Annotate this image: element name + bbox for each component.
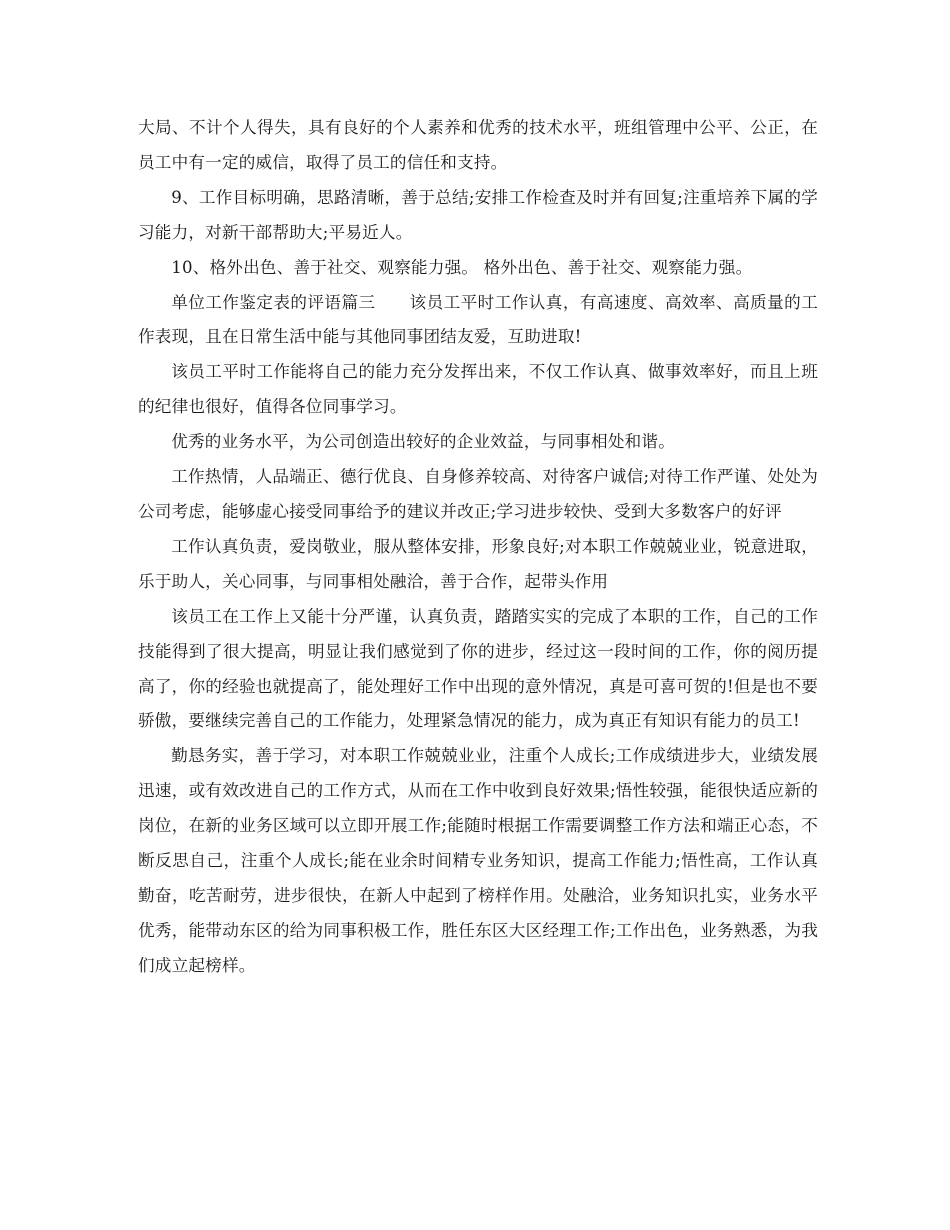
paragraph: 工作认真负责，爱岗敬业，服从整体安排，形象良好;对本职工作兢兢业业，锐意进取，乐于助人，关心同事，与同事相处融洽，善于合作，起带头作用	[138, 536, 818, 591]
paragraph: 该员工平时工作能将自己的能力充分发挥出来，不仅工作认真、做事效率好，而且上班的纪律也很好，值得各位同事学习。	[138, 362, 818, 417]
paragraph: 勤恳务实，善于学习，对本职工作兢兢业业，注重个人成长;工作成绩进步大，业绩发展迅速，或有效改进自己的工作方式，从而在工作中收到良好效果;悟性较强，能很快适应新的岗位，在新的业务区域可以立即开展工作;能随时根据工作需要调整工作方法和端正心态，不断反思自己，注重个人成长;能在业余时间精专业务知识，提高工作能力;悟性高，工作认真勤奋，吃苦耐劳，进步很快，在新人中起到了榜样作用。处融洽，业务知识扎实，业务水平优秀，能带动东区的给为同事积极工作，胜任东区大区经理工作;工作出色，业务熟悉，为我们成立起榜样。	[138, 746, 818, 975]
document-body	[138, 111, 818, 984]
paragraph-item-10: 10、格外出色、善于社交、观察能力强。 格外出色、善于社交、观察能力强。	[171, 257, 753, 277]
paragraph: 优秀的业务水平，为公司创造出较好的企业效益，与同事相处和谐。	[171, 432, 675, 452]
paragraph-item-9: 9、工作目标明确，思路清晰，善于总结;安排工作检查及时并有回复;注重培养下属的学习能力，对新干部帮助大;平易近人。	[138, 187, 818, 242]
paragraph: 工作热情，人品端正、德行优良、自身修养较高、对待客户诚信;对待工作严谨、处处为公司考虑，能够虚心接受同事给予的建议并改正;学习进步较快、受到大多数客户的好评	[138, 467, 818, 521]
paragraph: 该员工在工作上又能十分严谨，认真负责，踏踏实实的完成了本职的工作，自己的工作技能得到了很大提高，明显让我们感觉到了你的进步，经过这一段时间的工作，你的阅历提高了，你的经验也就提高了，能处理好工作中出现的意外情况，真是可喜可贺的!但是也不要骄傲，要继续完善自己的工作能力，处理紧急情况的能力，成为真正有知识有能力的员工!	[138, 606, 818, 731]
paragraph-continued: 大局、不计个人得失，具有良好的个人素养和优秀的技术水平，班组管理中公平、公正，在员工中有一定的威信，取得了员工的信任和支持。	[138, 118, 818, 172]
paragraph-section-three: 单位工作鉴定表的评语篇三 该员工平时工作认真，有高速度、高效率、高质量的工作表现，且在日常生活中能与其他同事团结友爱，互助进取!	[138, 292, 818, 347]
